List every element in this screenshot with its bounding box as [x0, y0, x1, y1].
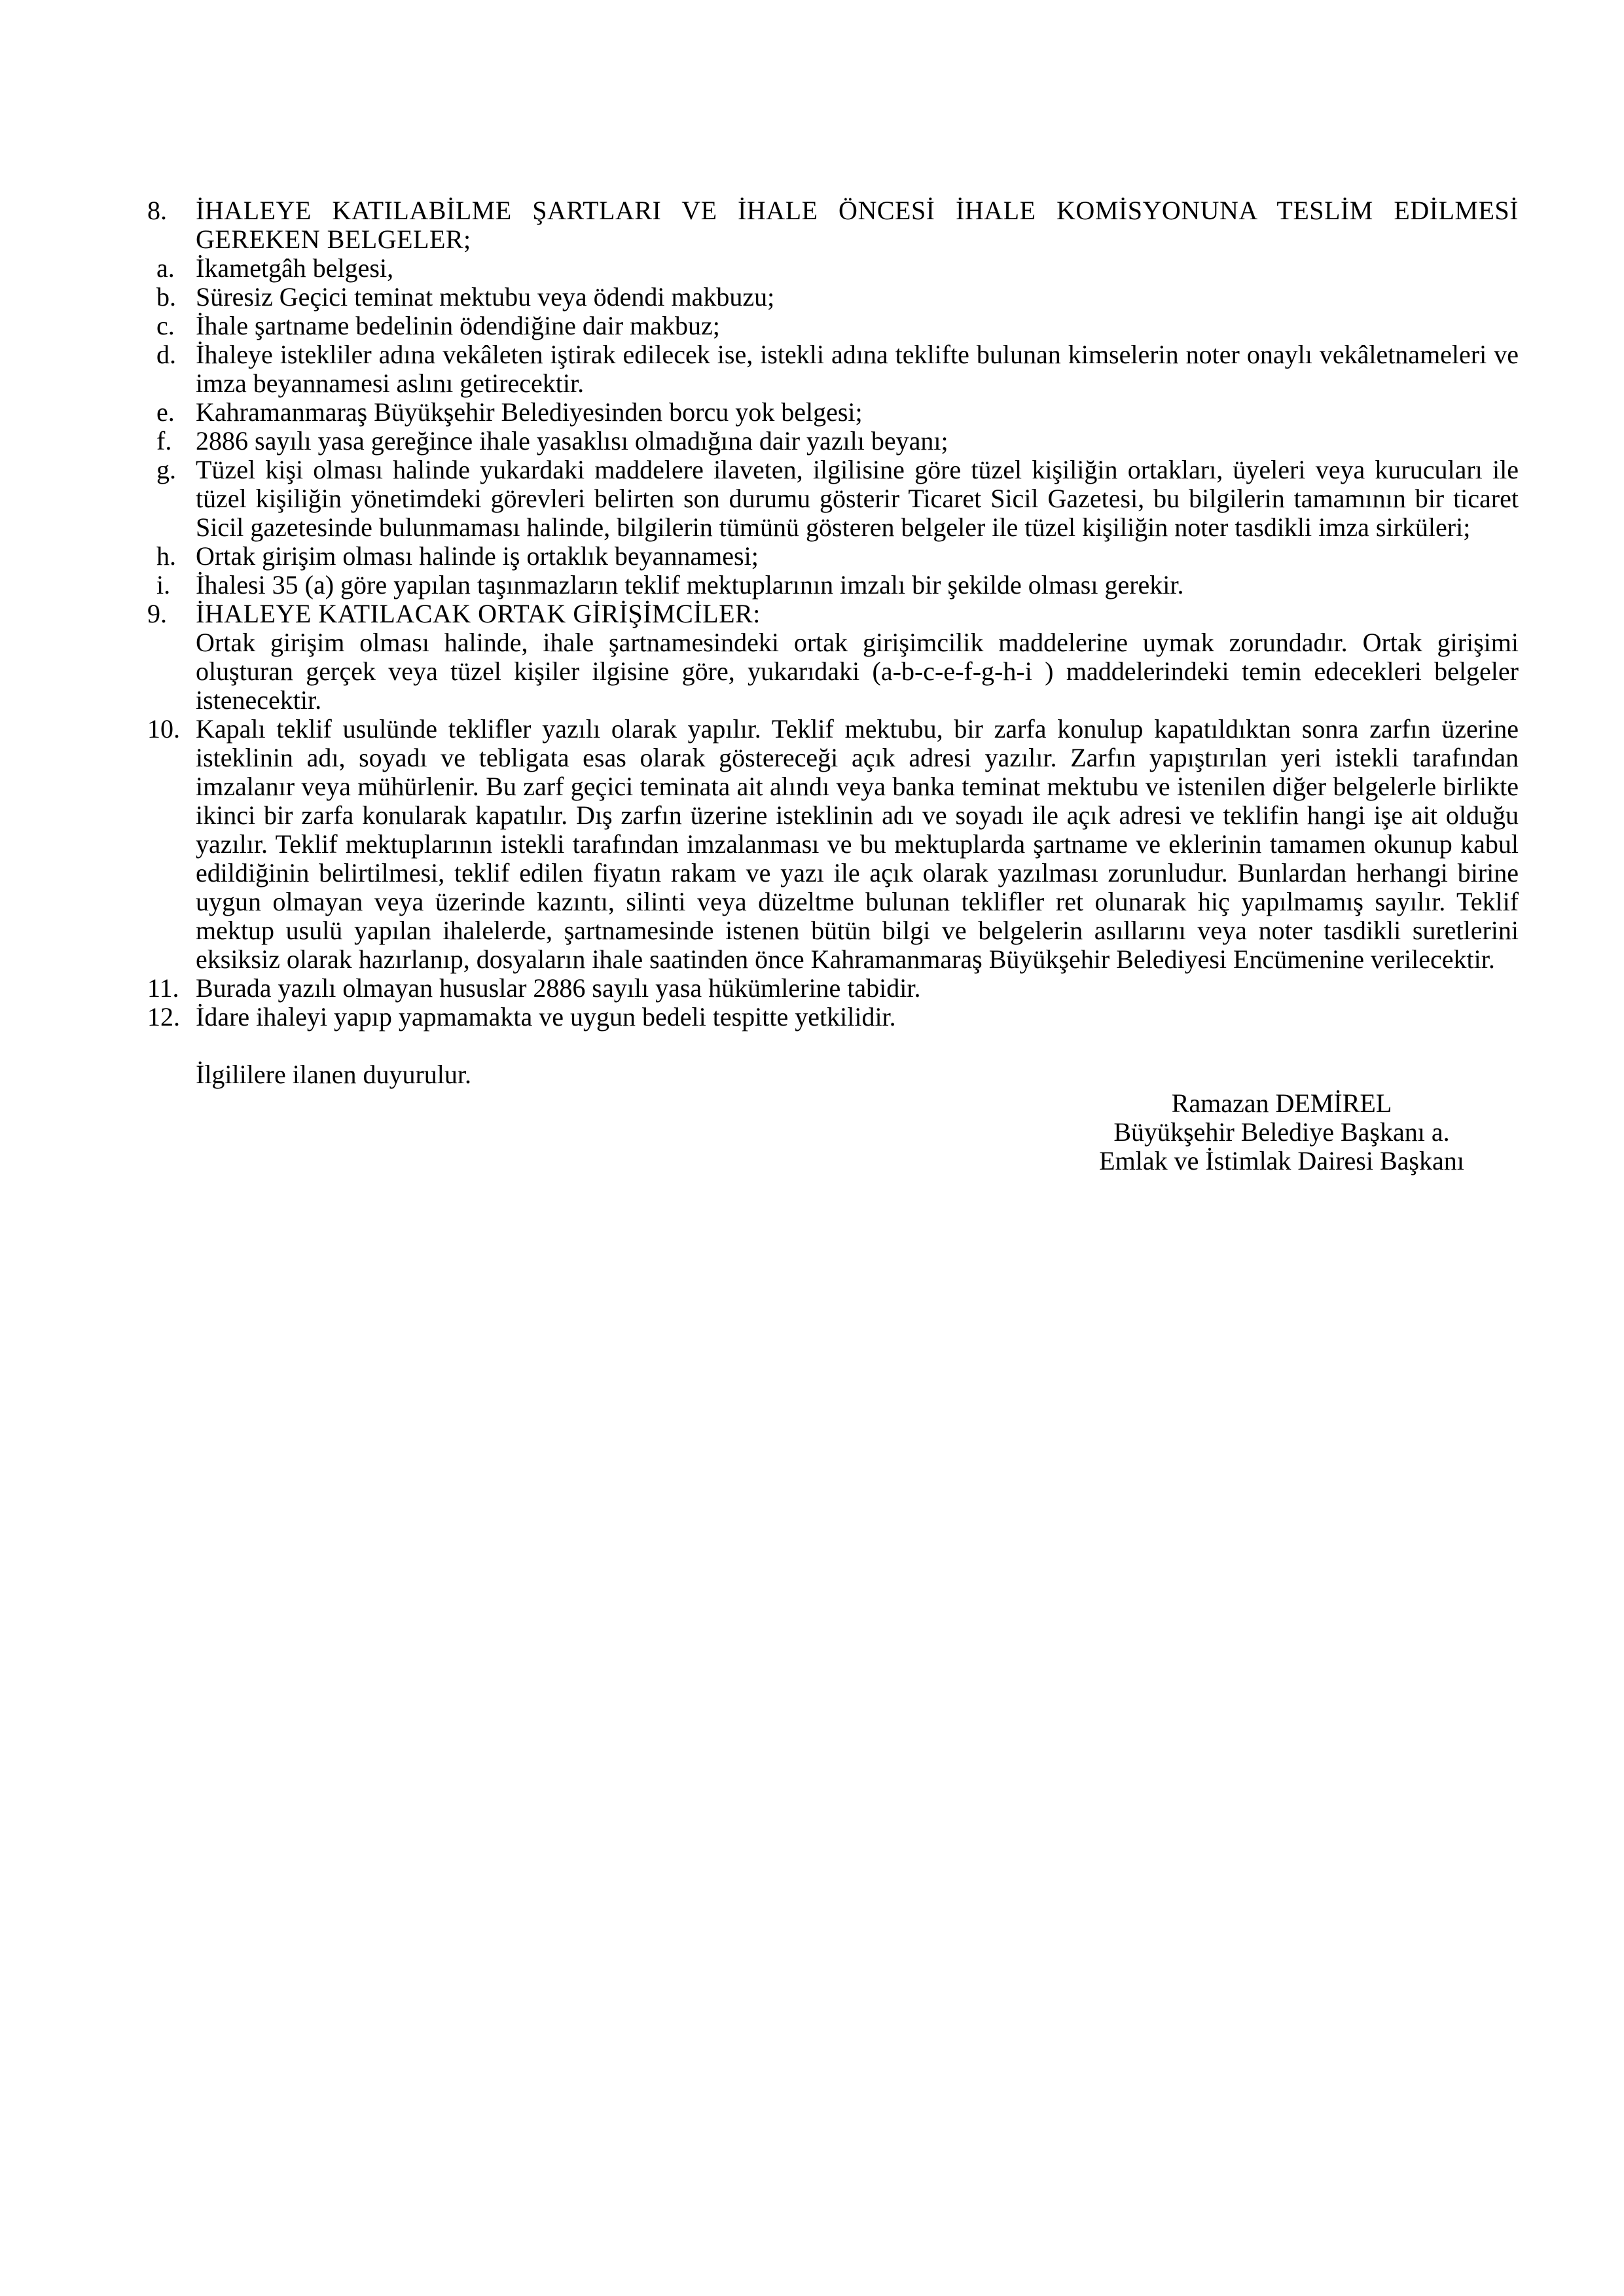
list-item-a	[147, 254, 1519, 283]
list-item-e	[147, 398, 1519, 427]
list-item-text: Burada yazılı olmayan hususlar 2886 sayılı yasa hükümlerine tabidir.	[196, 973, 921, 1003]
signature-block	[1053, 1089, 1511, 1175]
list-item-marker: c.	[156, 311, 175, 340]
signature-title-1: Büyükşehir Belediye Başkanı a.	[1113, 1117, 1450, 1147]
list-item-11	[147, 974, 1519, 1003]
list-item-text: Süresiz Geçici teminat mektubu veya ödendi makbuzu;	[196, 282, 775, 312]
section-heading: İHALEYE KATILABİLME ŞARTLARI VE İHALE ÖNCESİ İHALE KOMİSYONUNA TESLİM EDİLMESİ GEREKEN BELGELER;	[196, 196, 1519, 254]
list-item-marker: e.	[156, 397, 175, 427]
list-item-d	[147, 340, 1519, 398]
list-item-marker: i.	[156, 570, 171, 600]
list-item-12	[147, 1003, 1519, 1031]
list-item-text: İdare ihaleyi yapıp yapmamakta ve uygun bedeli tespitte yetkilidir.	[196, 1002, 896, 1031]
document-body	[147, 196, 1519, 1175]
list-item-marker: b.	[156, 282, 176, 312]
list-item-text: Tüzel kişi olması halinde yukardaki maddelere ilaveten, ilgilisine göre tüzel kişiliğin ortakları, üyeleri veya kurucuları ile tüzel kişiliğin yönetimdeki görevleri belirten son durumu gösterir Ticaret Sicil Gazetesi, bu bilgilerin tamamının bir ticaret Sicil gazetesinde bulunmaması halinde, bilgilerin tümünü gösteren belgeler ile tüzel kişiliğin noter tasdikli imza sirküleri;	[196, 455, 1519, 542]
list-item-h	[147, 542, 1519, 571]
list-item-c	[147, 312, 1519, 340]
list-item-text: İhaleye istekliler adına vekâleten iştirak edilecek ise, istekli adına teklifte bulunan kimselerin noter onaylı vekâletnameleri ve imza beyannamesi aslını getirecektir.	[196, 340, 1519, 398]
list-item-text: 2886 sayılı yasa gereğince ihale yasaklısı olmadığına dair yazılı beyanı;	[196, 426, 948, 456]
list-item-b	[147, 283, 1519, 312]
list-item-f	[147, 427, 1519, 456]
list-item-marker: a.	[156, 253, 175, 283]
list-item-marker: f.	[156, 426, 172, 456]
list-item-marker: h.	[156, 541, 176, 571]
signature-name: Ramazan DEMİREL	[1171, 1088, 1392, 1118]
list-item-marker: 8.	[147, 196, 167, 225]
list-item-marker: g.	[156, 455, 176, 484]
list-item-i	[147, 571, 1519, 600]
list-item-text: Kahramanmaraş Büyükşehir Belediyesinden borcu yok belgesi;	[196, 397, 863, 427]
list-item-marker: 9.	[147, 599, 167, 628]
list-item-10	[147, 715, 1519, 974]
list-item-text: İhalesi 35 (a) göre yapılan taşınmazların teklif mektuplarının imzalı bir şekilde olması gerekir.	[196, 570, 1184, 600]
list-item-text: Ortak girişim olması halinde, ihale şartnamesindeki ortak girişimcilik maddelerine uymak zorundadır. Ortak girişimi oluşturan gerçek veya tüzel kişiler ilgisine göre, yukarıdaki (a-b-c-e-f-g-h-i ) maddelerindeki temin edecekleri belgeler istenecektir.	[196, 628, 1519, 715]
list-item-text: Ortak girişim olması halinde iş ortaklık beyannamesi;	[196, 541, 759, 571]
section-heading: İHALEYE KATILACAK ORTAK GİRİŞİMCİLER:	[196, 599, 761, 628]
list-item-text: Kapalı teklif usulünde teklifler yazılı olarak yapılır. Teklif mektubu, bir zarfa konulup kapatıldıktan sonra zarfın üzerine isteklinin adı, soyadı ve tebligata esas olarak göstereceği açık adresi yazılır. Zarfın yapıştırılan yeri istekli tarafından imzalanır veya mühürlenir. Bu zarf geçici teminata ait alındı veya banka teminat mektubu ve istenilen diğer belgelerle birlikte ikinci bir zarfa konularak kapatılır. Dış zarfın üzerine isteklinin adı ve soyadı ile açık adresi ve teklifin hangi işe ait olduğu yazılır. Teklif mektuplarının istekli tarafından imzalanması ve bu mektuplarda şartname ve eklerinin tamamen okunup kabul edildiğinin belirtilmesi, teklif edilen fiyatın rakam ve yazı ile açık olarak yazılması zorunludur. Bunlardan herhangi birine uygun olmayan veya üzerinde kazıntı, silinti veya düzeltme bulunan teklifler ret olunarak hiç yapılmamış sayılır. Teklif mektup usulü yapılan ihalelerde, şartnamesinde istenen bütün bilgi ve belgelerin asıllarını veya noter tasdikli suretlerini eksiksiz olarak hazırlanıp, dosyaların ihale saatinden önce Kahramanmaraş Büyükşehir Belediyesi Encümenine verilecektir.	[196, 714, 1519, 974]
list-item-marker: 12.	[147, 1002, 180, 1031]
list-item-text: İhale şartname bedelinin ödendiğine dair makbuz;	[196, 311, 720, 340]
list-item-g	[147, 456, 1519, 542]
list-item-marker: 10.	[147, 714, 180, 744]
closing-statement: İlgililere ilanen duyurulur.	[196, 1060, 471, 1089]
list-item-8	[147, 196, 1519, 254]
list-item-9-continuation	[147, 628, 1519, 715]
list-item-marker: 11.	[147, 973, 179, 1003]
list-item-marker: d.	[156, 340, 176, 369]
list-item-9	[147, 600, 1519, 628]
list-item-text: İkametgâh belgesi,	[196, 253, 394, 283]
signature-title-2: Emlak ve İstimlak Dairesi Başkanı	[1099, 1146, 1464, 1175]
